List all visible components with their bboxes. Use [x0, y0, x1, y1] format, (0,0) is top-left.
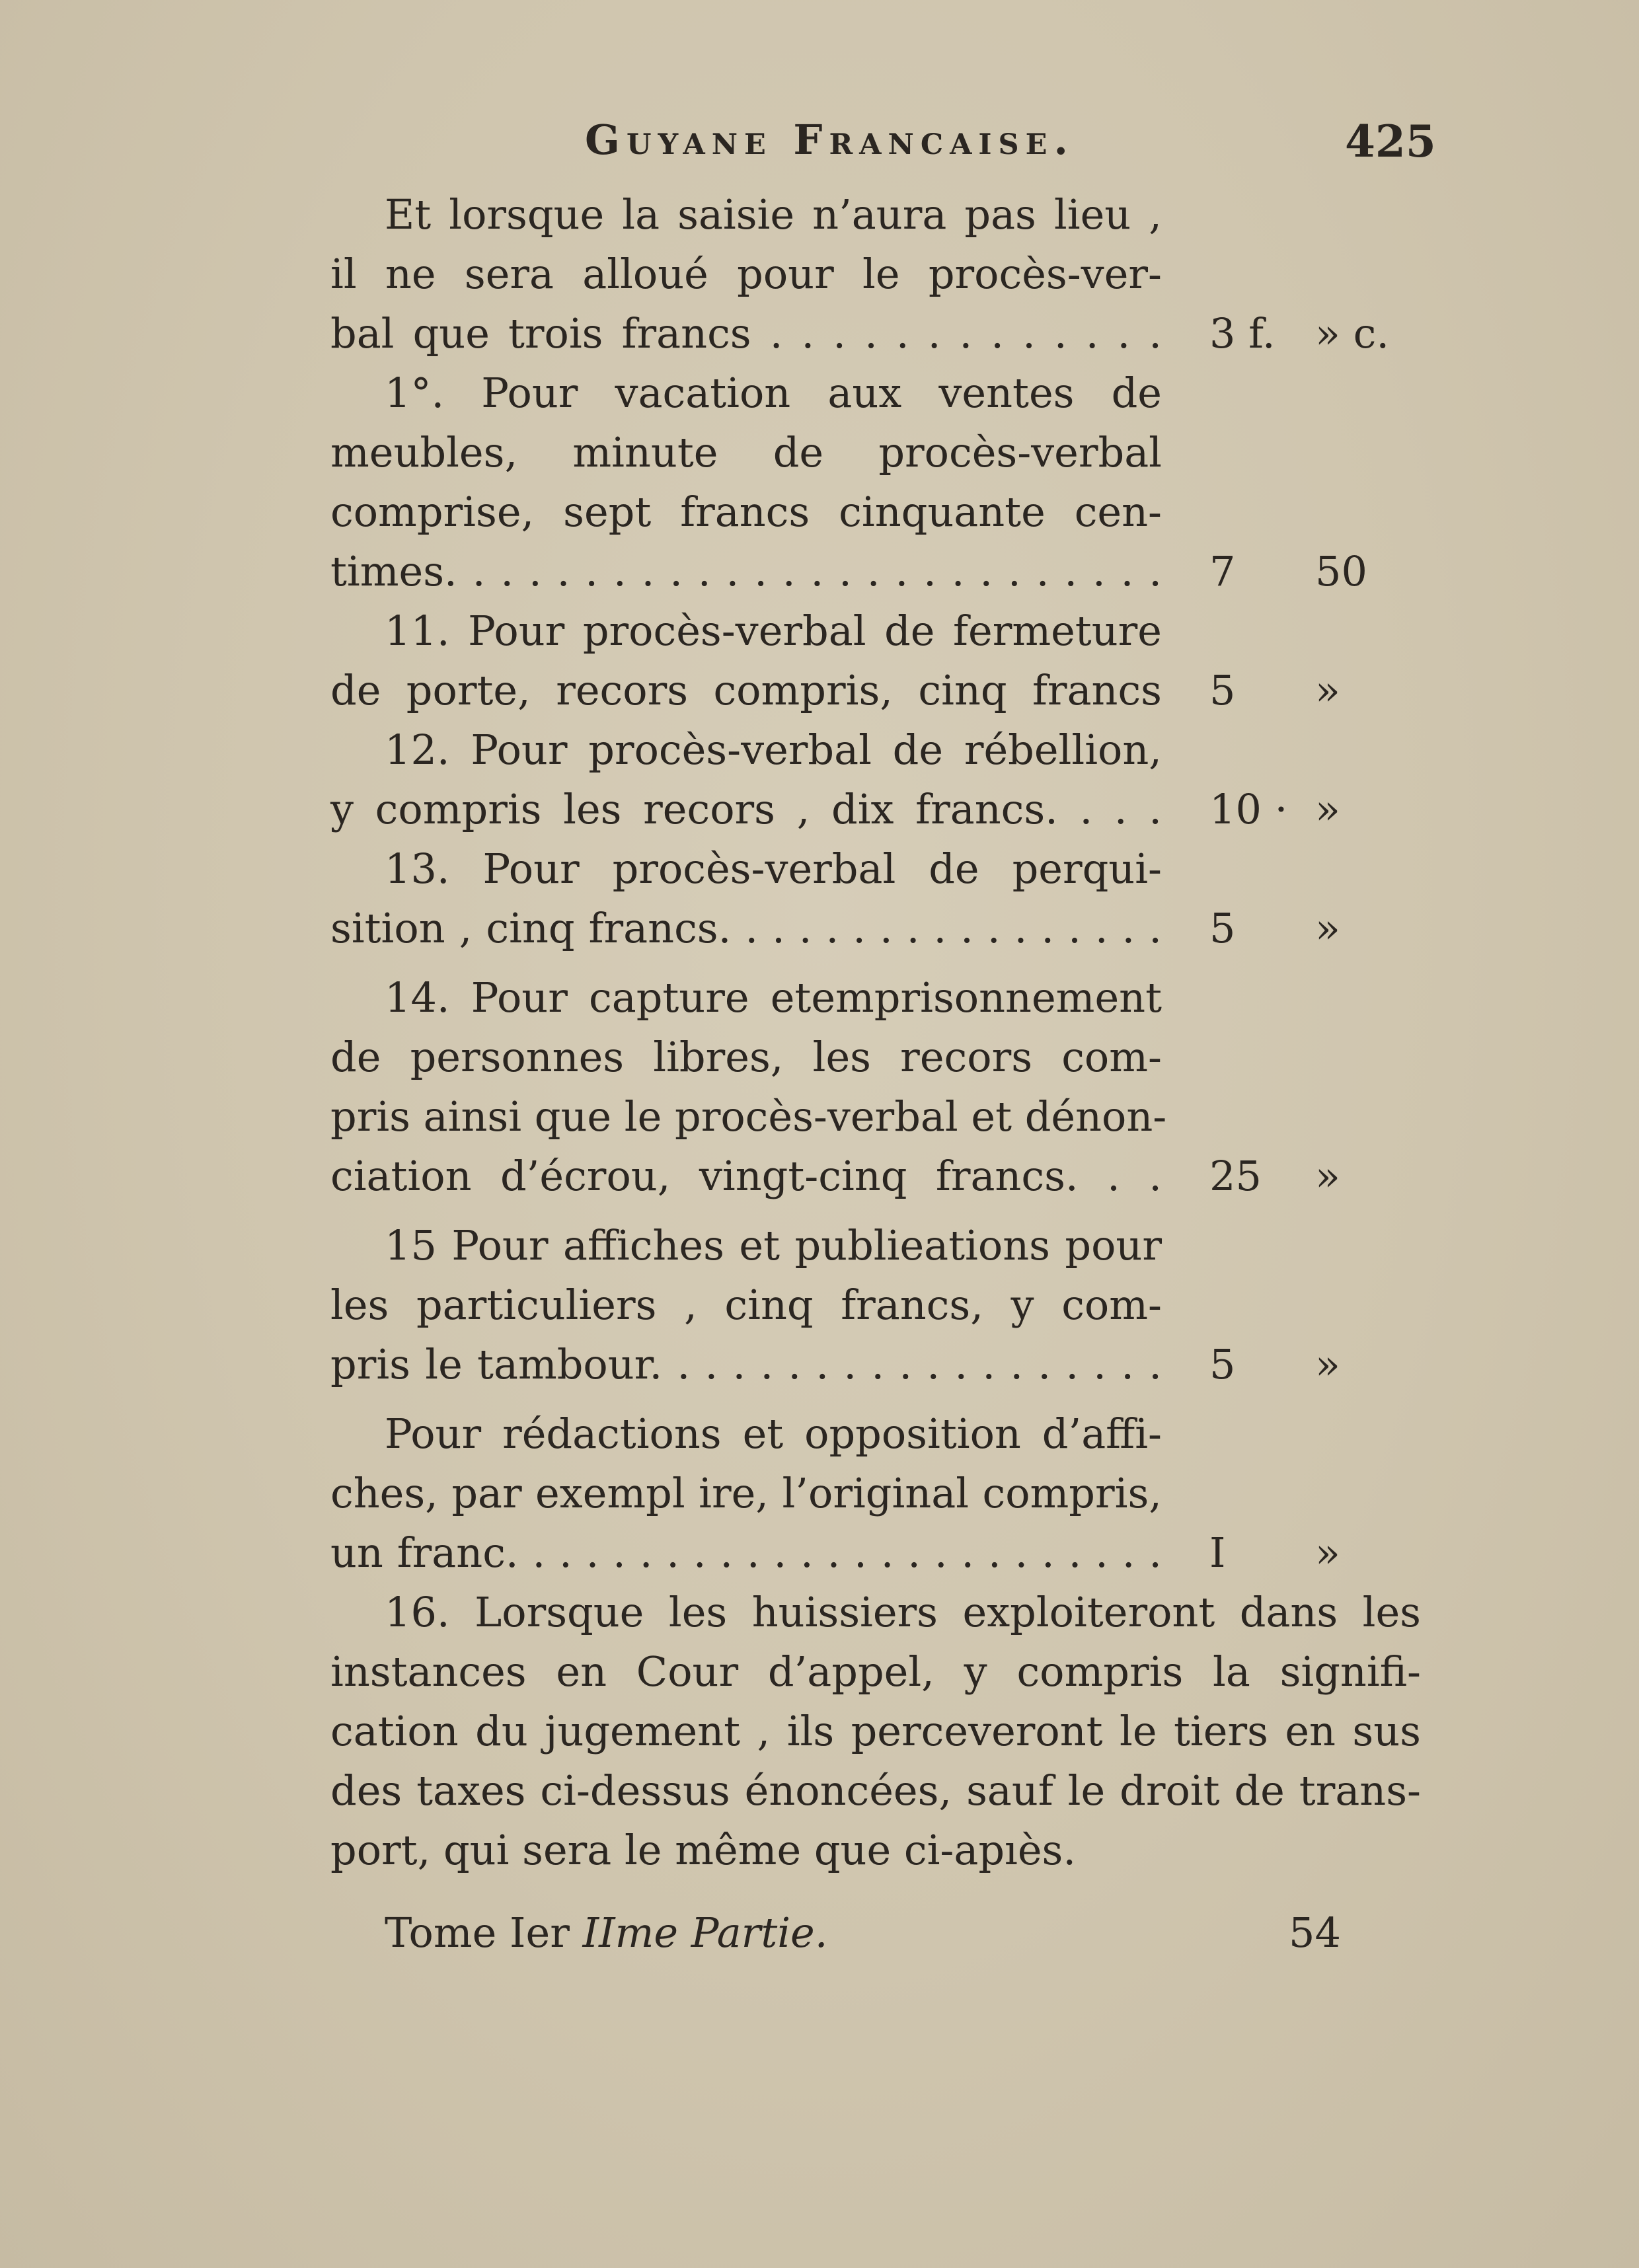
amount-centimes: » — [1315, 1340, 1340, 1388]
text-line: pris ainsi que le procès-verbal et dénon- — [330, 1092, 1167, 1141]
text-line: times. . . . . . . . . . . . . . . . . . . . . . . . . . — [330, 547, 1162, 595]
amount-francs: 3 f. — [1209, 309, 1276, 358]
text-line: port, qui sera le même que ci-apıès. — [330, 1826, 1077, 1874]
text-line: ciation d’écrou, vingt-cinq francs. . . — [330, 1152, 1162, 1200]
text-line: les particuliers , cinq francs, y com- — [330, 1281, 1162, 1329]
amount-centimes: » — [1315, 1529, 1340, 1577]
amount-francs: 7 — [1209, 547, 1236, 595]
text-line: 14. Pour capture etemprisonnement — [385, 973, 1162, 1022]
footer-volume-line — [385, 1903, 827, 1963]
text-line: instances en Cour d’appel, y compris la signifi- — [330, 1647, 1421, 1696]
amount-centimes: » — [1315, 1152, 1340, 1200]
text-line: meubles, minute de procès-verbal — [330, 428, 1162, 476]
text-line: 16. Lorsque les huissiers exploiteront dans les — [385, 1588, 1421, 1636]
text-line: bal que trois francs . . . . . . . . . . . . . — [330, 309, 1162, 358]
text-line: 12. Pour procès-verbal de rébellion, — [385, 726, 1162, 774]
amount-centimes: » — [1315, 666, 1340, 714]
amount-francs: 10 · — [1209, 785, 1288, 833]
volume-label: Tome Ier — [385, 1909, 570, 1957]
part-label: IIme Partie. — [582, 1909, 828, 1957]
text-line: sition , cinq francs. . . . . . . . . . . . . . . . . — [330, 904, 1162, 952]
amount-centimes: » — [1315, 785, 1340, 833]
signature-mark: 54 — [1289, 1909, 1341, 1957]
page-number: 425 — [1345, 116, 1436, 167]
text-line: ches, par exempl ire, l’original compris, — [330, 1469, 1162, 1517]
amount-centimes: » c. — [1315, 309, 1390, 358]
amount-centimes: » — [1315, 904, 1340, 952]
amount-francs: 5 — [1209, 904, 1236, 952]
text-line: 13. Pour procès-verbal de perqui- — [385, 845, 1162, 893]
text-line: cation du jugement , ils perceveront le tiers en sus — [330, 1707, 1421, 1755]
text-line: 1°. Pour vacation aux ventes de — [385, 369, 1162, 417]
text-line: comprise, sept francs cinquante cen- — [330, 488, 1162, 536]
amount-francs: 5 — [1209, 666, 1236, 714]
text-line: Et lorsque la saisie n’aura pas lieu , — [385, 190, 1162, 239]
text-line: des taxes ci-dessus énoncées, sauf le droit de trans- — [330, 1766, 1421, 1815]
text-line: un franc. . . . . . . . . . . . . . . . . . . . . . . . . — [330, 1529, 1162, 1577]
amount-francs: I — [1209, 1529, 1226, 1577]
text-line: de personnes libres, les recors com- — [330, 1033, 1162, 1081]
amount-francs: 5 — [1209, 1340, 1236, 1388]
amount-centimes: 50 — [1315, 547, 1367, 595]
text-line: pris le tambour. . . . . . . . . . . . . . . . . . . — [330, 1340, 1162, 1388]
text-line: y compris les recors , dix francs. . . . — [330, 785, 1162, 833]
text-line: 15 Pour affiches et publieations pour — [385, 1221, 1162, 1269]
text-line: 11. Pour procès-verbal de fermeture — [385, 607, 1162, 655]
text-line: il ne sera alloué pour le procès-ver- — [330, 250, 1162, 298]
running-title: Guyane Francaise. — [585, 116, 1075, 164]
text-line: de porte, recors compris, cinq francs — [330, 666, 1162, 714]
amount-francs: 25 — [1209, 1152, 1262, 1200]
text-line: Pour rédactions et opposition d’affi- — [385, 1410, 1162, 1458]
